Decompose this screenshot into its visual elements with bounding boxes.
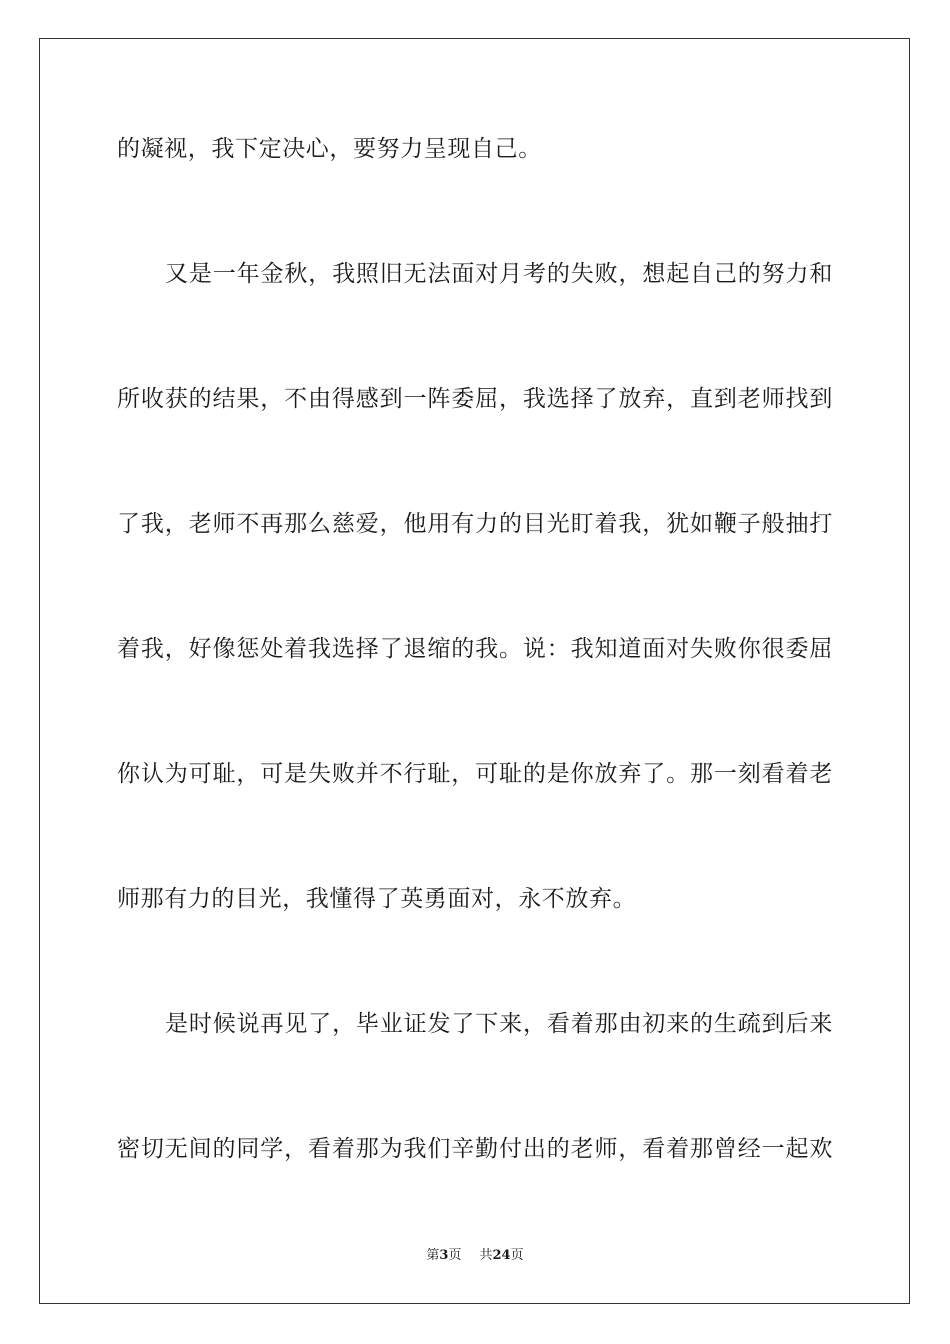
total-prefix: 共 bbox=[479, 1248, 493, 1263]
page-footer bbox=[0, 1247, 950, 1265]
paragraph-line-1: 的凝视，我下定决心，要努力呈现自己。 bbox=[117, 136, 542, 162]
total-pages: 24 bbox=[492, 1248, 511, 1263]
page-suffix: 页 bbox=[448, 1248, 462, 1263]
paragraph-line-7: 师那有力的目光，我懂得了英勇面对，永不放弃。 bbox=[117, 886, 637, 912]
paragraph-line-2: 又是一年金秋，我照旧无法面对月考的失败，想起自己的努力和 bbox=[165, 261, 833, 287]
page-frame bbox=[39, 38, 910, 1304]
page-prefix: 第 bbox=[426, 1248, 440, 1263]
page-number: 3 bbox=[439, 1248, 449, 1263]
total-suffix: 页 bbox=[510, 1248, 524, 1263]
paragraph-line-6: 你认为可耻，可是失败并不行耻，可耻的是你放弃了。那一刻看着老 bbox=[117, 761, 833, 787]
paragraph-line-5: 着我，好像惩处着我选择了退缩的我。说：我知道面对失败你很委屈 bbox=[117, 636, 833, 662]
paragraph-line-8: 是时候说再见了，毕业证发了下来，看着那由初来的生疏到后来 bbox=[165, 1011, 833, 1037]
paragraph-line-9: 密切无间的同学，看着那为我们辛勤付出的老师，看着那曾经一起欢 bbox=[117, 1136, 833, 1162]
paragraph-line-3: 所收获的结果，不由得感到一阵委屈，我选择了放弃，直到老师找到 bbox=[117, 386, 833, 412]
paragraph-line-4: 了我，老师不再那么慈爱，他用有力的目光盯着我，犹如鞭子般抽打 bbox=[117, 511, 833, 537]
